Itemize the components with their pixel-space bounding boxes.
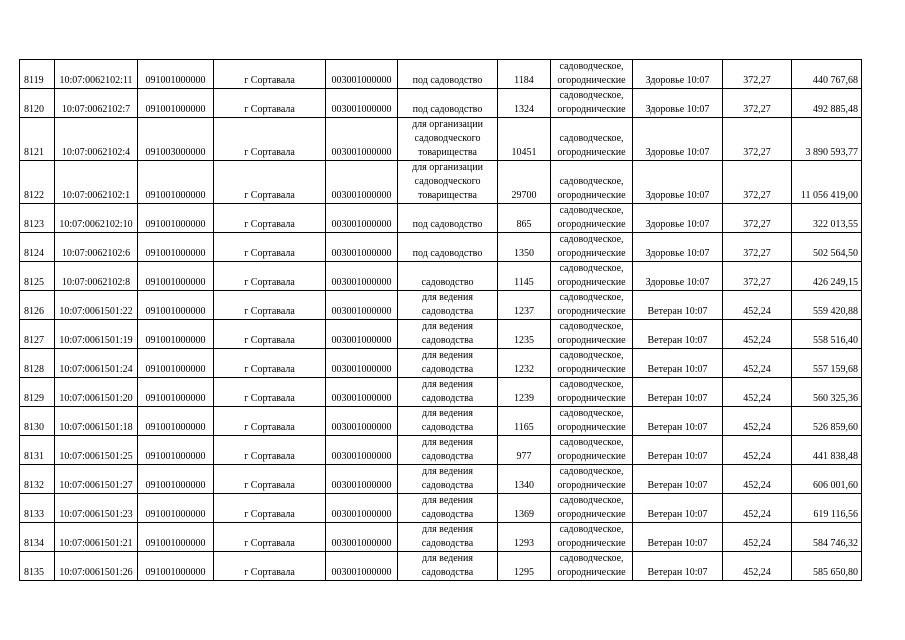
cell-area: 1184 xyxy=(498,60,551,89)
cell-oktmo-code: 003001000000 xyxy=(326,89,398,118)
cell-specific-value: 452,24 xyxy=(723,349,792,378)
cell-cadastral-number: 10:07:0062102:4 xyxy=(55,118,138,161)
cell-permitted-use-line: для ведения xyxy=(422,495,473,506)
cell-permitted-use xyxy=(398,407,498,436)
cell-valuation-group: Ветеран 10:07 xyxy=(633,465,723,494)
cell-okato-code: 091001000000 xyxy=(138,262,214,291)
cell-use-category xyxy=(551,378,633,407)
cell-permitted-use-line: для ведения xyxy=(422,321,473,332)
cell-use-category xyxy=(551,465,633,494)
cell-record-number: 8125 xyxy=(20,262,55,291)
cell-use-category xyxy=(551,523,633,552)
cell-use-category xyxy=(551,494,633,523)
cell-area: 977 xyxy=(498,436,551,465)
cell-okato-code: 091001000000 xyxy=(138,378,214,407)
cell-permitted-use-line: садоводства xyxy=(421,480,474,491)
cell-permitted-use-line: для ведения xyxy=(422,379,473,390)
cell-use-category-line: садоводческое, xyxy=(559,350,624,361)
table-row xyxy=(20,161,862,204)
cell-cadastral-number: 10:07:0061501:25 xyxy=(55,436,138,465)
cell-use-category-line: садоводческое, xyxy=(559,176,624,187)
cell-record-number: 8135 xyxy=(20,552,55,581)
cell-permitted-use-line: садоводства xyxy=(421,509,474,520)
cell-cadastral-number: 10:07:0061501:23 xyxy=(55,494,138,523)
cell-valuation-group: Здоровье 10:07 xyxy=(633,233,723,262)
cell-cadastral-value: 3 890 593,77 xyxy=(792,118,862,161)
cell-cadastral-number: 10:07:0062102:1 xyxy=(55,161,138,204)
cell-specific-value: 372,27 xyxy=(723,262,792,291)
cell-use-category-line: садоводческое, xyxy=(559,524,624,535)
cell-oktmo-code: 003001000000 xyxy=(326,465,398,494)
cell-cadastral-value: 559 420,88 xyxy=(792,291,862,320)
table-row xyxy=(20,552,862,581)
cell-use-category xyxy=(551,291,633,320)
cell-use-category-line: садоводческое, xyxy=(559,61,624,72)
cell-permitted-use xyxy=(398,349,498,378)
cell-okato-code: 091001000000 xyxy=(138,60,214,89)
cell-settlement: г Сортавала xyxy=(214,204,326,233)
cell-permitted-use-line: для ведения xyxy=(422,437,473,448)
cell-permitted-use-line: для организации xyxy=(412,162,483,173)
cell-area: 29700 xyxy=(498,161,551,204)
cell-use-category-line: огороднические xyxy=(557,190,626,201)
table-body xyxy=(20,60,862,581)
cell-area: 1237 xyxy=(498,291,551,320)
cell-use-category-line: огороднические xyxy=(557,451,626,462)
cell-settlement: г Сортавала xyxy=(214,465,326,494)
cell-okato-code: 091001000000 xyxy=(138,291,214,320)
cell-cadastral-value: 584 746,32 xyxy=(792,523,862,552)
cell-cadastral-value: 426 249,15 xyxy=(792,262,862,291)
cell-record-number: 8127 xyxy=(20,320,55,349)
cell-use-category-line: садоводческое, xyxy=(559,321,624,332)
cell-valuation-group: Ветеран 10:07 xyxy=(633,552,723,581)
cell-valuation-group: Ветеран 10:07 xyxy=(633,407,723,436)
cell-oktmo-code: 003001000000 xyxy=(326,494,398,523)
cell-settlement: г Сортавала xyxy=(214,89,326,118)
cell-use-category-line: огороднические xyxy=(557,104,626,115)
cell-cadastral-value: 526 859,60 xyxy=(792,407,862,436)
cell-area: 1235 xyxy=(498,320,551,349)
cell-permitted-use-line: для ведения xyxy=(422,292,473,303)
cell-cadastral-value: 502 564,50 xyxy=(792,233,862,262)
cell-record-number: 8122 xyxy=(20,161,55,204)
cell-permitted-use-line: садоводства xyxy=(421,422,474,433)
cell-okato-code: 091001000000 xyxy=(138,89,214,118)
cell-cadastral-value: 619 116,56 xyxy=(792,494,862,523)
cell-use-category xyxy=(551,161,633,204)
land-registry-table xyxy=(19,59,862,581)
cell-area: 1324 xyxy=(498,89,551,118)
table-row xyxy=(20,262,862,291)
cell-use-category-line: садоводческое, xyxy=(559,437,624,448)
cell-use-category-line: огороднические xyxy=(557,306,626,317)
cell-valuation-group: Здоровье 10:07 xyxy=(633,161,723,204)
cell-permitted-use-line: садоводства xyxy=(421,451,474,462)
cell-cadastral-number: 10:07:0062102:11 xyxy=(55,60,138,89)
cell-valuation-group: Здоровье 10:07 xyxy=(633,60,723,89)
cell-cadastral-value: 492 885,48 xyxy=(792,89,862,118)
cell-cadastral-number: 10:07:0061501:19 xyxy=(55,320,138,349)
cell-settlement: г Сортавала xyxy=(214,494,326,523)
cell-oktmo-code: 003001000000 xyxy=(326,291,398,320)
cell-permitted-use xyxy=(398,494,498,523)
cell-use-category xyxy=(551,204,633,233)
cell-use-category xyxy=(551,89,633,118)
table-row xyxy=(20,233,862,262)
cell-valuation-group: Ветеран 10:07 xyxy=(633,291,723,320)
cell-use-category-line: огороднические xyxy=(557,422,626,433)
cell-specific-value: 372,27 xyxy=(723,233,792,262)
cell-valuation-group: Здоровье 10:07 xyxy=(633,262,723,291)
cell-permitted-use xyxy=(398,552,498,581)
cell-specific-value: 452,24 xyxy=(723,436,792,465)
cell-use-category-line: огороднические xyxy=(557,277,626,288)
cell-okato-code: 091001000000 xyxy=(138,349,214,378)
cell-oktmo-code: 003001000000 xyxy=(326,233,398,262)
cell-record-number: 8123 xyxy=(20,204,55,233)
cell-permitted-use-line: садоводства xyxy=(421,306,474,317)
cell-okato-code: 091001000000 xyxy=(138,494,214,523)
cell-specific-value: 372,27 xyxy=(723,89,792,118)
cell-use-category-line: садоводческое, xyxy=(559,292,624,303)
cell-oktmo-code: 003001000000 xyxy=(326,436,398,465)
cell-okato-code: 091003000000 xyxy=(138,118,214,161)
cell-permitted-use xyxy=(398,262,498,291)
cell-use-category xyxy=(551,262,633,291)
cell-permitted-use-line: садоводства xyxy=(421,364,474,375)
cell-use-category-line: огороднические xyxy=(557,567,626,578)
cell-use-category-line: садоводческое, xyxy=(559,263,624,274)
cell-specific-value: 452,24 xyxy=(723,494,792,523)
cell-oktmo-code: 003001000000 xyxy=(326,378,398,407)
cell-specific-value: 372,27 xyxy=(723,60,792,89)
cell-valuation-group: Здоровье 10:07 xyxy=(633,118,723,161)
cell-permitted-use-line: для ведения xyxy=(422,524,473,535)
cell-use-category-line: огороднические xyxy=(557,219,626,230)
cell-cadastral-number: 10:07:0062102:6 xyxy=(55,233,138,262)
cell-valuation-group: Ветеран 10:07 xyxy=(633,523,723,552)
cell-record-number: 8129 xyxy=(20,378,55,407)
table-row xyxy=(20,291,862,320)
cell-okato-code: 091001000000 xyxy=(138,161,214,204)
cell-cadastral-value: 440 767,68 xyxy=(792,60,862,89)
cell-use-category-line: садоводческое, xyxy=(559,379,624,390)
table-row xyxy=(20,89,862,118)
cell-permitted-use-line: для ведения xyxy=(422,466,473,477)
cell-settlement: г Сортавала xyxy=(214,233,326,262)
cell-use-category-line: садоводческое, xyxy=(559,495,624,506)
cell-use-category-line: садоводческое, xyxy=(559,133,624,144)
cell-permitted-use xyxy=(398,320,498,349)
cell-record-number: 8130 xyxy=(20,407,55,436)
cell-permitted-use-line: садоводческого xyxy=(414,133,481,144)
cell-record-number: 8128 xyxy=(20,349,55,378)
cell-permitted-use-line: садоводства xyxy=(421,538,474,549)
cell-cadastral-value: 558 516,40 xyxy=(792,320,862,349)
cell-permitted-use xyxy=(398,233,498,262)
cell-okato-code: 091001000000 xyxy=(138,465,214,494)
cell-area: 1239 xyxy=(498,378,551,407)
cell-specific-value: 452,24 xyxy=(723,291,792,320)
cell-valuation-group: Здоровье 10:07 xyxy=(633,204,723,233)
cell-area: 1295 xyxy=(498,552,551,581)
cell-use-category-line: садоводческое, xyxy=(559,205,624,216)
cell-record-number: 8119 xyxy=(20,60,55,89)
cell-use-category xyxy=(551,407,633,436)
cell-use-category-line: садоводческое, xyxy=(559,234,624,245)
cell-use-category xyxy=(551,118,633,161)
cell-permitted-use-line: товарищества xyxy=(418,147,477,158)
cell-use-category xyxy=(551,233,633,262)
table-row xyxy=(20,523,862,552)
cell-permitted-use-line: для ведения xyxy=(422,408,473,419)
cell-oktmo-code: 003001000000 xyxy=(326,523,398,552)
cell-cadastral-value: 585 650,80 xyxy=(792,552,862,581)
cell-permitted-use xyxy=(398,118,498,161)
cell-permitted-use-line: садоводство xyxy=(421,277,474,288)
cell-use-category-line: огороднические xyxy=(557,147,626,158)
cell-cadastral-number: 10:07:0061501:21 xyxy=(55,523,138,552)
cell-use-category xyxy=(551,349,633,378)
cell-permitted-use-line: для ведения xyxy=(422,350,473,361)
cell-area: 1293 xyxy=(498,523,551,552)
cell-oktmo-code: 003001000000 xyxy=(326,552,398,581)
table-row xyxy=(20,320,862,349)
cell-permitted-use-line: для ведения xyxy=(422,553,473,564)
cell-cadastral-number: 10:07:0061501:24 xyxy=(55,349,138,378)
cell-record-number: 8124 xyxy=(20,233,55,262)
cell-okato-code: 091001000000 xyxy=(138,320,214,349)
table-row xyxy=(20,118,862,161)
cell-permitted-use-line: садоводческого xyxy=(414,176,481,187)
cell-use-category-line: садоводческое, xyxy=(559,408,624,419)
cell-permitted-use xyxy=(398,465,498,494)
cell-permitted-use-line: садоводства xyxy=(421,393,474,404)
cell-cadastral-number: 10:07:0061501:26 xyxy=(55,552,138,581)
cell-valuation-group: Ветеран 10:07 xyxy=(633,436,723,465)
cell-okato-code: 091001000000 xyxy=(138,407,214,436)
cell-cadastral-value: 557 159,68 xyxy=(792,349,862,378)
cell-specific-value: 452,24 xyxy=(723,552,792,581)
cell-cadastral-value: 441 838,48 xyxy=(792,436,862,465)
cell-cadastral-value: 560 325,36 xyxy=(792,378,862,407)
cell-okato-code: 091001000000 xyxy=(138,436,214,465)
cell-settlement: г Сортавала xyxy=(214,60,326,89)
cell-area: 865 xyxy=(498,204,551,233)
cell-cadastral-value: 11 056 419,00 xyxy=(792,161,862,204)
cell-valuation-group: Здоровье 10:07 xyxy=(633,89,723,118)
cell-settlement: г Сортавала xyxy=(214,552,326,581)
cell-use-category-line: садоводческое, xyxy=(559,466,624,477)
cell-settlement: г Сортавала xyxy=(214,523,326,552)
cell-area: 1350 xyxy=(498,233,551,262)
cell-specific-value: 452,24 xyxy=(723,523,792,552)
cell-use-category-line: огороднические xyxy=(557,364,626,375)
cell-cadastral-number: 10:07:0062102:8 xyxy=(55,262,138,291)
cell-permitted-use-line: товарищества xyxy=(418,190,477,201)
cell-permitted-use-line: для организации xyxy=(412,119,483,130)
cell-oktmo-code: 003001000000 xyxy=(326,161,398,204)
table-row xyxy=(20,407,862,436)
cell-settlement: г Сортавала xyxy=(214,349,326,378)
cell-record-number: 8121 xyxy=(20,118,55,161)
cell-oktmo-code: 003001000000 xyxy=(326,349,398,378)
cell-use-category xyxy=(551,320,633,349)
cell-oktmo-code: 003001000000 xyxy=(326,60,398,89)
cell-specific-value: 452,24 xyxy=(723,320,792,349)
table-row xyxy=(20,378,862,407)
table-row xyxy=(20,465,862,494)
cell-use-category-line: огороднические xyxy=(557,248,626,259)
cell-use-category-line: огороднические xyxy=(557,335,626,346)
cell-record-number: 8120 xyxy=(20,89,55,118)
cell-settlement: г Сортавала xyxy=(214,118,326,161)
cell-permitted-use xyxy=(398,436,498,465)
cell-valuation-group: Ветеран 10:07 xyxy=(633,494,723,523)
cell-settlement: г Сортавала xyxy=(214,436,326,465)
cell-valuation-group: Ветеран 10:07 xyxy=(633,349,723,378)
cell-valuation-group: Ветеран 10:07 xyxy=(633,320,723,349)
cell-use-category xyxy=(551,60,633,89)
cell-settlement: г Сортавала xyxy=(214,320,326,349)
cell-cadastral-value: 322 013,55 xyxy=(792,204,862,233)
cell-permitted-use xyxy=(398,523,498,552)
cell-specific-value: 452,24 xyxy=(723,407,792,436)
cell-specific-value: 372,27 xyxy=(723,118,792,161)
cell-oktmo-code: 003001000000 xyxy=(326,204,398,233)
cell-area: 10451 xyxy=(498,118,551,161)
cell-permitted-use-line: под садоводство xyxy=(412,104,483,115)
cell-cadastral-number: 10:07:0062102:10 xyxy=(55,204,138,233)
cell-area: 1165 xyxy=(498,407,551,436)
cell-permitted-use xyxy=(398,378,498,407)
cell-permitted-use-line: под садоводство xyxy=(412,219,483,230)
cell-settlement: г Сортавала xyxy=(214,262,326,291)
cell-use-category xyxy=(551,436,633,465)
cell-area: 1340 xyxy=(498,465,551,494)
cell-use-category-line: садоводческое, xyxy=(559,90,624,101)
cell-record-number: 8126 xyxy=(20,291,55,320)
cell-permitted-use-line: садоводства xyxy=(421,567,474,578)
cell-oktmo-code: 003001000000 xyxy=(326,407,398,436)
cell-record-number: 8134 xyxy=(20,523,55,552)
cell-use-category-line: огороднические xyxy=(557,509,626,520)
cell-permitted-use-line: под садоводство xyxy=(412,75,483,86)
cell-cadastral-number: 10:07:0061501:18 xyxy=(55,407,138,436)
cell-permitted-use xyxy=(398,161,498,204)
cell-permitted-use xyxy=(398,89,498,118)
cell-use-category-line: огороднические xyxy=(557,75,626,86)
cell-area: 1232 xyxy=(498,349,551,378)
cell-use-category-line: огороднические xyxy=(557,480,626,491)
cell-use-category-line: огороднические xyxy=(557,393,626,404)
cell-permitted-use xyxy=(398,291,498,320)
cell-oktmo-code: 003001000000 xyxy=(326,320,398,349)
cell-record-number: 8133 xyxy=(20,494,55,523)
cell-okato-code: 091001000000 xyxy=(138,204,214,233)
cell-permitted-use-line: садоводства xyxy=(421,335,474,346)
cell-cadastral-number: 10:07:0061501:20 xyxy=(55,378,138,407)
cell-record-number: 8131 xyxy=(20,436,55,465)
cell-specific-value: 372,27 xyxy=(723,204,792,233)
cell-settlement: г Сортавала xyxy=(214,378,326,407)
cell-okato-code: 091001000000 xyxy=(138,233,214,262)
table-row xyxy=(20,494,862,523)
cell-settlement: г Сортавала xyxy=(214,407,326,436)
cell-area: 1145 xyxy=(498,262,551,291)
cell-cadastral-number: 10:07:0061501:27 xyxy=(55,465,138,494)
cell-specific-value: 372,27 xyxy=(723,161,792,204)
cell-use-category-line: огороднические xyxy=(557,538,626,549)
cell-record-number: 8132 xyxy=(20,465,55,494)
cell-permitted-use xyxy=(398,204,498,233)
cell-okato-code: 091001000000 xyxy=(138,523,214,552)
cell-permitted-use xyxy=(398,60,498,89)
cell-cadastral-number: 10:07:0061501:22 xyxy=(55,291,138,320)
cell-oktmo-code: 003001000000 xyxy=(326,118,398,161)
table-row xyxy=(20,60,862,89)
cell-cadastral-value: 606 001,60 xyxy=(792,465,862,494)
cell-area: 1369 xyxy=(498,494,551,523)
cell-use-category-line: садоводческое, xyxy=(559,553,624,564)
cell-use-category xyxy=(551,552,633,581)
cell-oktmo-code: 003001000000 xyxy=(326,262,398,291)
cell-specific-value: 452,24 xyxy=(723,378,792,407)
cell-settlement: г Сортавала xyxy=(214,161,326,204)
table-row xyxy=(20,204,862,233)
cell-settlement: г Сортавала xyxy=(214,291,326,320)
table-row xyxy=(20,436,862,465)
cell-okato-code: 091001000000 xyxy=(138,552,214,581)
cell-specific-value: 452,24 xyxy=(723,465,792,494)
cell-permitted-use-line: под садоводство xyxy=(412,248,483,259)
cell-cadastral-number: 10:07:0062102:7 xyxy=(55,89,138,118)
table-row xyxy=(20,349,862,378)
cell-valuation-group: Ветеран 10:07 xyxy=(633,378,723,407)
